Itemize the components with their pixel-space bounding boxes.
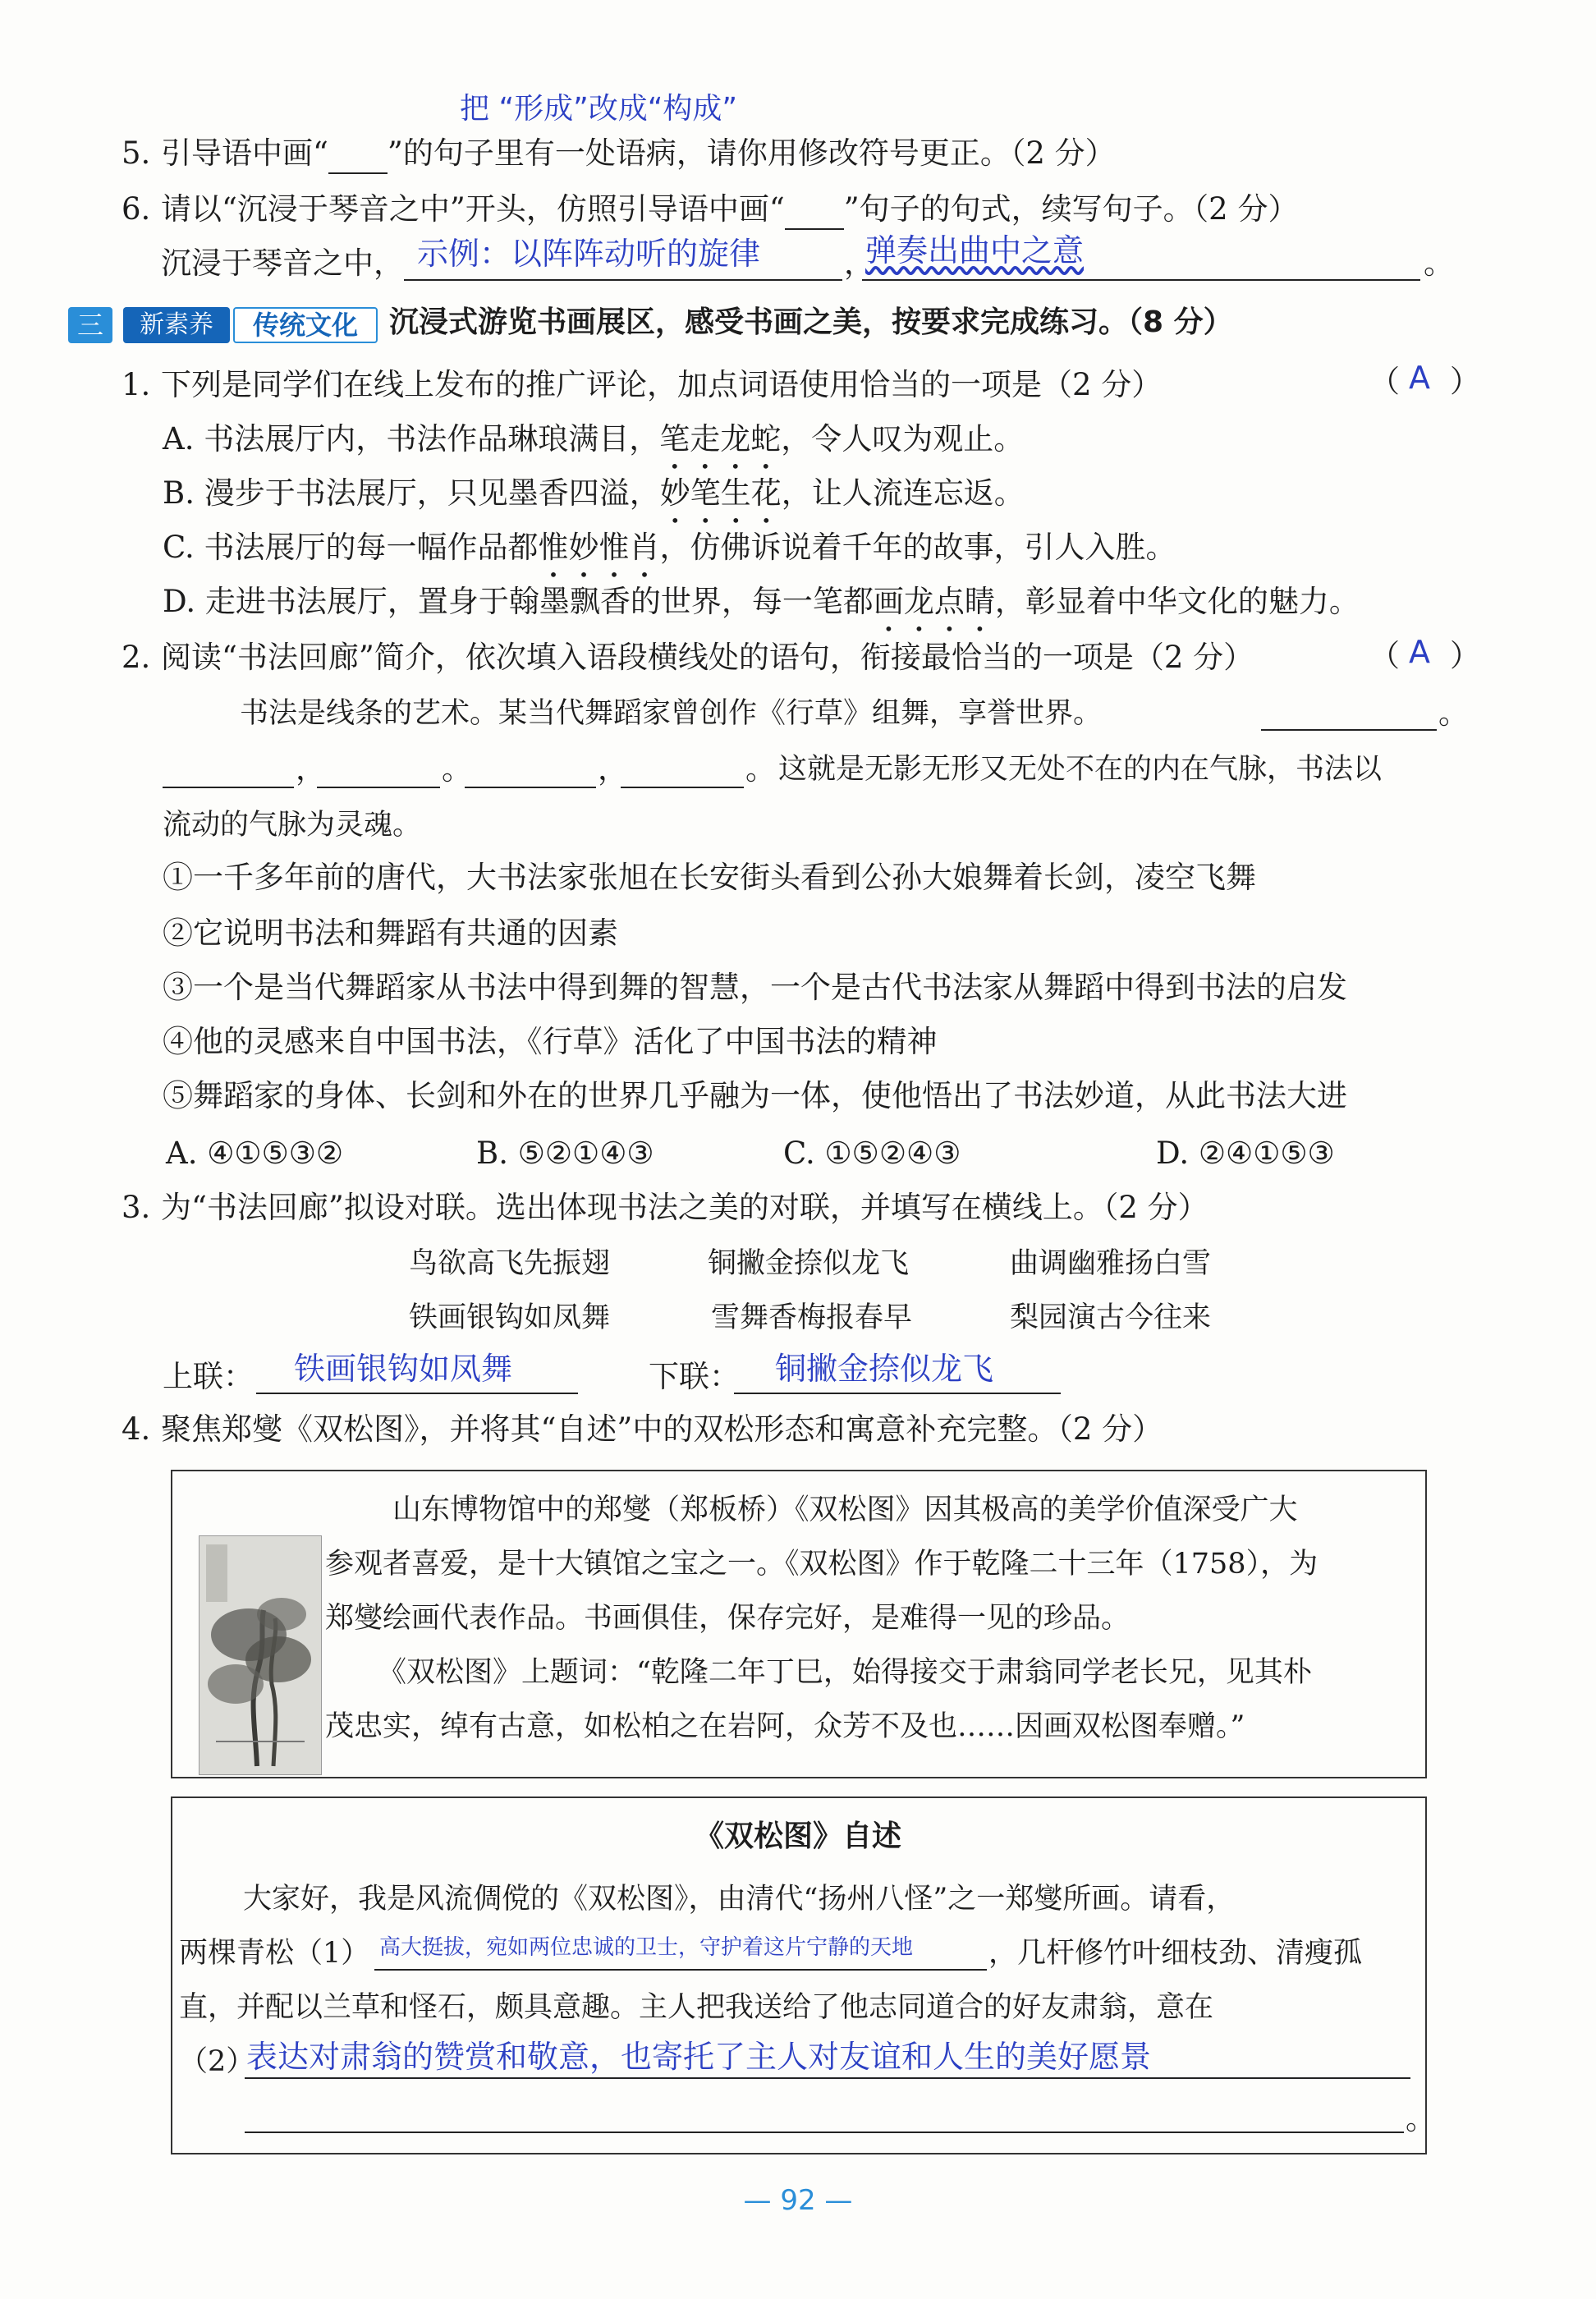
emphasis-char: 睛 bbox=[964, 584, 995, 619]
q5-annotation: 把 “形成”改成“构成” bbox=[460, 92, 738, 126]
emphasis-char: 肖 bbox=[629, 530, 660, 565]
q1-option-a bbox=[163, 419, 1024, 460]
emphasis-char: 点 bbox=[933, 584, 965, 619]
q1-option-d-dotted bbox=[874, 584, 995, 619]
q6-comma: ， bbox=[844, 246, 874, 281]
q2-choice-b[interactable]: B. ⑤②①④③ bbox=[476, 1136, 654, 1171]
q3-lower-label: 下联： bbox=[649, 1359, 740, 1394]
q2-blank-1[interactable] bbox=[163, 787, 294, 788]
q2-passage-line-1-end: 。 bbox=[1438, 695, 1469, 731]
q1-option-b bbox=[163, 473, 1025, 514]
q1-paren-close: ） bbox=[1450, 364, 1480, 399]
tag-new-literacy: 新素养 bbox=[123, 307, 230, 343]
q4-intro-line-3: 郑燮绘画代表作品。书画俱佳，保存完好，是难得一见的珍品。 bbox=[325, 1602, 1130, 1635]
section-3-badge: 三 bbox=[68, 307, 112, 343]
q2-item-1: ①一千多年前的唐代，大书法家张旭在长安街头看到公孙大娘舞着长剑，凌空飞舞 bbox=[163, 860, 1256, 895]
q4-blank-1-line[interactable] bbox=[374, 1969, 987, 1971]
emphasis-char: 蛇 bbox=[750, 421, 782, 457]
emphasis-char: 笔 bbox=[659, 421, 690, 457]
q2-sep-2: 。 bbox=[442, 751, 472, 787]
q1-option-a-dotted bbox=[659, 421, 781, 457]
q4-blank-2-answer: 表达对肃翁的赞赏和敬意，也寄托了主人对友谊和人生的美好愿景 bbox=[246, 2039, 1152, 2075]
q3-stem: 为“书法回廊”拟设对联。选出体现书法之美的对联，并填写在横线上。（2 分） bbox=[161, 1190, 1208, 1225]
emphasis-char: 笔 bbox=[690, 475, 721, 511]
q2-blank-0[interactable] bbox=[1261, 729, 1437, 731]
q6-end: 。 bbox=[1424, 246, 1454, 281]
emphasis-char: 惟 bbox=[538, 530, 569, 565]
q2-passage-line-2-tail: 这就是无影无形又无处不在的内在气脉，书法以 bbox=[778, 753, 1383, 786]
q4-stem: 聚焦郑燮《双松图》，并将其“自述”中的双松形态和寓意补充完整。（2 分） bbox=[161, 1411, 1163, 1447]
q3-upper-answer: 铁画银钩如凤舞 bbox=[294, 1351, 513, 1387]
emphasis-char: 惟 bbox=[598, 530, 630, 565]
q3-upper-label: 上联： bbox=[163, 1359, 254, 1394]
q6-text-after: ”句子的句式，续写句子。（2 分） bbox=[843, 191, 1299, 227]
q6-prefix: 沉浸于琴音之中， bbox=[161, 246, 404, 281]
q2-item-5: ⑤舞蹈家的身体、长剑和外在的世界几乎融为一体，使他悟出了书法妙道，从此书法大进 bbox=[163, 1078, 1347, 1113]
q6-text bbox=[161, 189, 1298, 230]
q4-self-line-4-pre: （2） bbox=[179, 2045, 255, 2078]
q4-end: 。 bbox=[1406, 2101, 1436, 2136]
couplet-3: 曲调幽雅扬白雪 bbox=[1010, 1247, 1212, 1280]
q1-option-d bbox=[163, 581, 1360, 622]
couplet-6: 梨园演古今往来 bbox=[1010, 1301, 1212, 1334]
q2-item-2: ②它说明书法和舞蹈有共通的因素 bbox=[163, 915, 618, 951]
couplet-1: 鸟欲高飞先振翅 bbox=[409, 1247, 611, 1280]
q2-number: 2. bbox=[122, 640, 151, 675]
emphasis-char: 生 bbox=[720, 475, 751, 511]
q2-stem: 阅读“书法回廊”简介，依次填入语段横线处的语句，衔接最恰当的一项是（2 分） bbox=[161, 640, 1254, 675]
q4-number: 4. bbox=[122, 1411, 151, 1447]
q1-option-b-dotted bbox=[660, 475, 782, 511]
q5-text-before: 引导语中画“ bbox=[161, 135, 328, 171]
emphasis-char: 龙 bbox=[903, 584, 934, 619]
q4-blank-2-line-2[interactable] bbox=[245, 2132, 1404, 2133]
q4-self-line-2-post: ，几杆修竹叶细枝劲、清瘦孤 bbox=[988, 1937, 1363, 1970]
q2-passage-line-1: 书法是线条的艺术。某当代舞蹈家曾创作《行草》组舞，享誉世界。 bbox=[240, 697, 1103, 730]
q6-text-before: 请以“沉浸于琴音之中”开头，仿照引导语中画“ bbox=[161, 191, 785, 227]
q5-text bbox=[161, 133, 1116, 174]
page-number: — 92 — bbox=[743, 2184, 853, 2217]
q4-intro-line-1: 山东博物馆中的郑燮（郑板桥）《双松图》因其极高的美学价值深受广大 bbox=[392, 1494, 1298, 1526]
q1-paren-open: （ bbox=[1369, 364, 1400, 399]
q3-lower-line[interactable] bbox=[734, 1393, 1061, 1394]
q1-option-a-post: ，令人叹为观止。 bbox=[781, 421, 1025, 457]
q1-option-b-pre: B. 漫步于书法展厅，只见墨香四溢， bbox=[163, 475, 660, 511]
q2-sep-3: ， bbox=[598, 751, 628, 787]
q2-item-4: ④他的灵感来自中国书法，《行草》活化了中国书法的精神 bbox=[163, 1024, 938, 1059]
q2-blank-2[interactable] bbox=[317, 787, 440, 788]
section-3-title: 沉浸式游览书画展区，感受书画之美，按要求完成练习。（8 分） bbox=[389, 305, 1233, 339]
q4-self-line-2-pre: 两棵青松（1） bbox=[179, 1937, 370, 1970]
q1-option-d-pre: D. 走进书法展厅，置身于翰墨飘香的世界，每一笔都 bbox=[163, 584, 874, 619]
q2-paren-open: （ bbox=[1369, 638, 1400, 673]
couplet-4: 铁画银钩如凤舞 bbox=[409, 1301, 611, 1334]
q4-blank-1-answer: 高大挺拔，宛如两位忠诚的卫士，守护着这片宁静的天地 bbox=[379, 1935, 914, 1960]
q4-intro-line-5: 茂忠实，绰有古意，如松柏之在岩阿，众芳不及也……因画双松图奉赠。” bbox=[325, 1710, 1245, 1743]
q2-choice-c[interactable]: C. ①⑤②④③ bbox=[783, 1136, 961, 1171]
q5-underline-mark bbox=[328, 140, 388, 174]
q1-option-c-pre: C. 书法展厅的每一幅作品都 bbox=[163, 530, 539, 565]
q3-upper-line[interactable] bbox=[256, 1393, 578, 1394]
q2-blank-3[interactable] bbox=[465, 787, 596, 788]
q1-option-d-post: ，彰显着中华文化的魅力。 bbox=[994, 584, 1360, 619]
q2-passage-line-3: 流动的气脉为灵魂。 bbox=[163, 809, 422, 842]
q4-blank-2-line-1[interactable] bbox=[245, 2077, 1410, 2079]
q1-number: 1. bbox=[122, 367, 151, 402]
q1-option-a-pre: A. 书法展厅内，书法作品琳琅满目， bbox=[163, 421, 660, 457]
q2-paren-close: ） bbox=[1450, 638, 1480, 673]
q1-option-c-dotted bbox=[539, 530, 660, 565]
q6-answer-1: 示例：以阵阵动听的旋律 bbox=[417, 236, 761, 272]
couplet-5: 雪舞香梅报春早 bbox=[711, 1301, 913, 1334]
q2-sep-4: 。 bbox=[745, 751, 776, 787]
q6-answer-2: 弹奏出曲中之意 bbox=[865, 232, 1085, 268]
q4-self-title: 《双松图》自述 bbox=[694, 1819, 901, 1853]
q2-choice-d[interactable]: D. ②④①⑤③ bbox=[1156, 1136, 1335, 1171]
q1-answer[interactable]: A bbox=[1409, 360, 1430, 396]
q2-blank-4[interactable] bbox=[621, 787, 744, 788]
couplet-2: 铜撇金捺似龙飞 bbox=[708, 1247, 910, 1280]
q1-option-c bbox=[163, 527, 1176, 568]
q1-option-b-post: ，让人流连忘返。 bbox=[781, 475, 1025, 511]
q4-self-line-3: 直，并配以兰草和怪石，颇具意趣。主人把我送给了他志同道合的好友肃翁，意在 bbox=[179, 1991, 1214, 2024]
q5-text-after: ”的句子里有一处语病，请你用修改符号更正。（2 分） bbox=[387, 135, 1116, 171]
q4-self-line-1: 大家好，我是风流倜傥的《双松图》，由清代“扬州八怪”之一郑燮所画。请看， bbox=[243, 1883, 1236, 1916]
q5-number: 5. bbox=[122, 135, 151, 171]
q6-answer-line-2[interactable] bbox=[862, 279, 1420, 281]
q2-answer[interactable]: A bbox=[1409, 634, 1430, 670]
emphasis-char: 花 bbox=[750, 475, 782, 511]
q4-intro-line-2: 参观者喜爱，是十大镇馆之宝之一。《双松图》作于乾隆二十三年（1758），为 bbox=[325, 1548, 1319, 1581]
painting-icon bbox=[200, 1536, 321, 1774]
tag-traditional-culture: 传统文化 bbox=[233, 307, 378, 343]
q2-item-3: ③一个是当代舞蹈家从书法中得到舞的智慧，一个是古代书法家从舞蹈中得到书法的启发 bbox=[163, 970, 1347, 1005]
emphasis-char: 妙 bbox=[568, 530, 599, 565]
emphasis-char: 龙 bbox=[720, 421, 751, 457]
q2-choice-a[interactable]: A. ④①⑤③② bbox=[166, 1136, 344, 1171]
twin-pine-painting bbox=[199, 1535, 322, 1775]
q6-underline-mark bbox=[785, 195, 844, 230]
q6-answer-line-1[interactable] bbox=[404, 279, 842, 281]
q3-number: 3. bbox=[122, 1190, 151, 1225]
emphasis-char: 走 bbox=[690, 421, 721, 457]
q6-number: 6. bbox=[122, 191, 151, 227]
emphasis-char: 画 bbox=[873, 584, 904, 619]
q4-intro-line-4: 《双松图》上题词：“乾隆二年丁巳，始得接交于肃翁同学老长兄，见其朴 bbox=[378, 1656, 1312, 1689]
q1-option-c-post: ，仿佛诉说着千年的故事，引人入胜。 bbox=[659, 530, 1176, 565]
q1-stem: 下列是同学们在线上发布的推广评论，加点词语使用恰当的一项是（2 分） bbox=[161, 367, 1163, 402]
q2-sep-1: ， bbox=[296, 751, 326, 787]
q3-lower-answer: 铜撇金捺似龙飞 bbox=[775, 1351, 994, 1387]
emphasis-char: 妙 bbox=[659, 475, 690, 511]
